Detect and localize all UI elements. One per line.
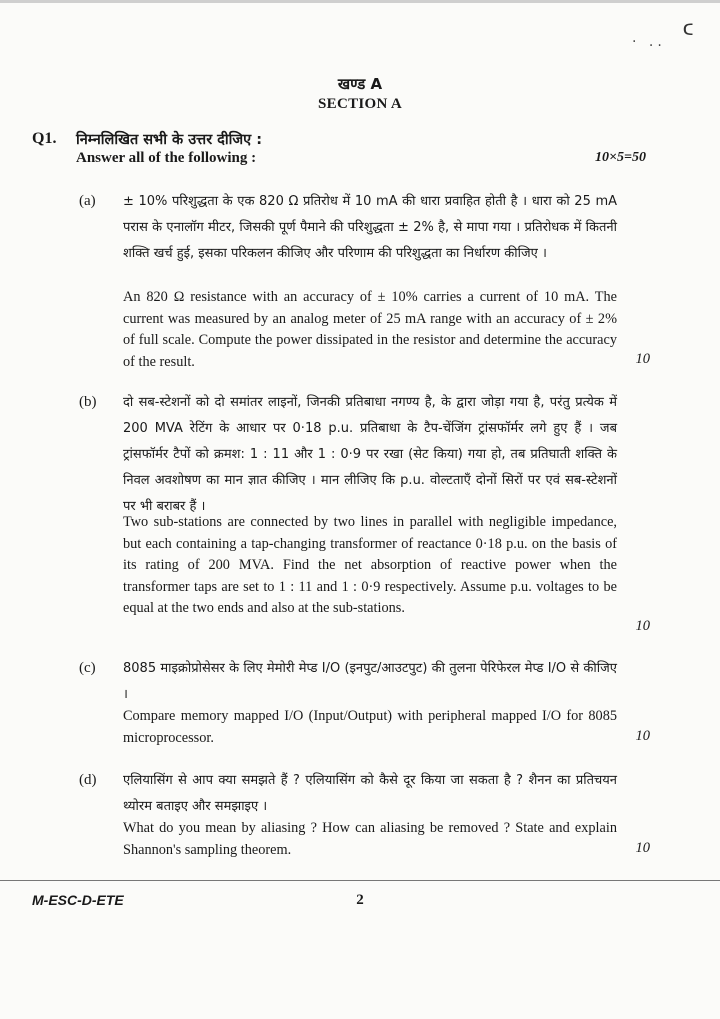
part-label: (b) bbox=[79, 394, 97, 410]
part-marks: 10 bbox=[635, 351, 650, 367]
part-text-hindi: 8085 माइक्रोप्रोसेसर के लिए मेमोरी मेप्ड I/O (इनपुट/आउटपुट) की तुलना पेरिफेरल मेप्ड I/O से कीजिए । bbox=[123, 661, 617, 702]
part-marks: 10 bbox=[635, 840, 650, 856]
section-title-hindi: खण्ड A bbox=[337, 75, 383, 93]
part-text-english: Two sub-stations are connected by two lines in parallel with negligible impedance, but each containing a tap-changing transformer of reactance 0·18 p.u. on the basis of its rating of 200 MVA. Find the net absorption of reactive power when the transformer taps are set to 1 : 11 and 1 : 0·9 respectively. Assume p.u. voltages to be equal at the two ends and also at the sub-stations. bbox=[123, 514, 617, 616]
part-text-english: What do you mean by aliasing ? How can aliasing be removed ? State and explain Shannon's sampling theorem. bbox=[123, 820, 617, 858]
part-label: (c) bbox=[79, 660, 96, 676]
part-text-hindi: ± 10% परिशुद्धता के एक 820 Ω प्रतिरोध में 10 mA की धारा प्रवाहित होती है । धारा को 25 mA परास के एनालॉग मीटर, जिसकी पूर्ण पैमाने की परिशुद्धता ± 2% है, से मापा गया । प्रतिरोधक में कितनी शक्ति खर्च हुई, इसका परिकलन कीजिए और परिणाम की परिशुद्धता का निर्धारण कीजिए । bbox=[123, 194, 617, 261]
part-text-hindi: एलियासिंग से आप क्या समझते हैं ? एलियासिंग को कैसे दूर किया जा सकता है ? शैनन का प्रतिचयन थ्योरम बताइए और समझाइए । bbox=[123, 773, 617, 814]
footer-divider bbox=[0, 880, 720, 881]
question-instruction-hindi: निम्नलिखित सभी के उत्तर दीजिए : bbox=[76, 132, 263, 148]
question-instruction-english: Answer all of the following : bbox=[76, 150, 257, 166]
part-marks: 10 bbox=[635, 728, 650, 744]
part-label: (d) bbox=[79, 772, 97, 788]
scan-top-edge bbox=[0, 0, 720, 3]
paper-code: M-ESC-D-ETE bbox=[32, 892, 124, 908]
part-text-english: An 820 Ω resistance with an accuracy of ± 10% carries a current of 10 mA. The current was measured by an analog meter of 25 mA range with an accuracy of ± 2% of full scale. Compute the power dissipated in the resistor and determine the accuracy of the result. bbox=[123, 289, 617, 370]
part-text-english: Compare memory mapped I/O (Input/Output) with peripheral mapped I/O for 8085 microprocessor. bbox=[123, 708, 617, 746]
part-text-hindi: दो सब-स्टेशनों को दो समांतर लाइनों, जिनकी प्रतिबाधा नगण्य है, के द्वारा जोड़ा गया है, परंतु प्रत्येक में 200 MVA रेटिंग के आधार पर 0·18 p.u. प्रतिबाधा के टैप-चेंजिंग ट्रांसफॉर्मर लगे हुए हैं । जब ट्रांसफॉर्मर टैपों को क्रमश: 1 : 11 और 1 : 0·9 पर रखा (सेट किया) गया हो, तब प्रतिघाती शक्ति के निवल अवशोषण का मान ज्ञात कीजिए । मान लीजिए कि p.u. वोल्टताएँ दोनों सिरों पर एवं सब-स्टेशनों पर भी बराबर हैं । bbox=[123, 395, 617, 514]
question-total-marks: 10×5=50 bbox=[595, 150, 646, 165]
section-title-english: SECTION A bbox=[318, 96, 402, 112]
question-number: Q1. bbox=[32, 130, 57, 147]
page-number: 2 bbox=[356, 892, 364, 908]
part-marks: 10 bbox=[635, 618, 650, 634]
handwritten-mark-icon: ᑦ bbox=[681, 18, 694, 51]
scan-specks: · .. bbox=[632, 34, 666, 50]
part-label: (a) bbox=[79, 193, 96, 209]
